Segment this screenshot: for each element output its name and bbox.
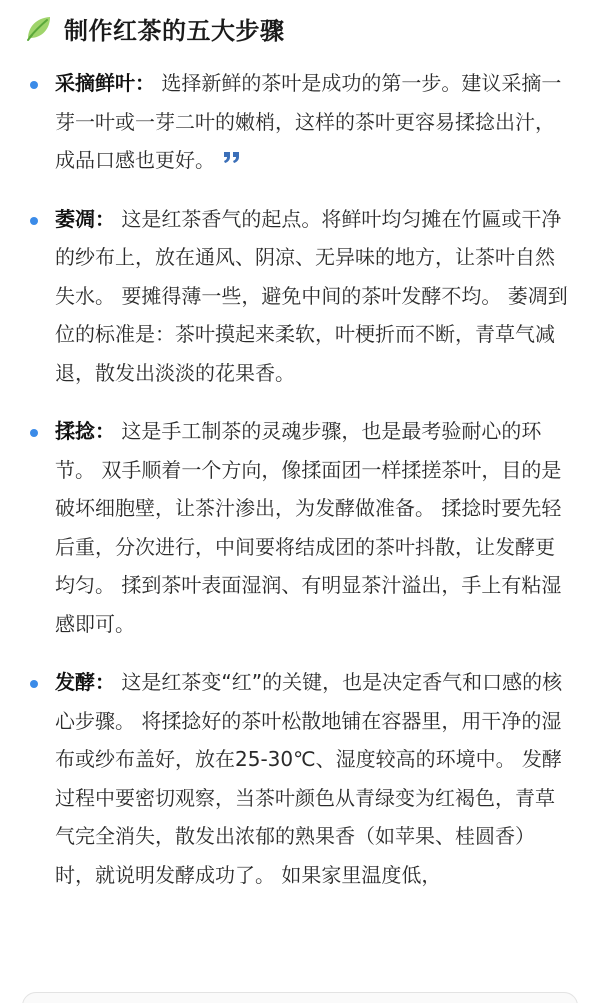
- citation-quote-icon[interactable]: [221, 149, 243, 165]
- step-body: 这是红茶香气的起点。将鲜叶均匀摊在竹匾或干净的纱布上，放在通风、阴凉、无异味的地方，让茶叶自然失水。 要摊得薄一些，避免中间的茶叶发酵不均。 萎凋到位的标准是：茶叶摸起来柔软，叶梗折而不断，青草气减退，散发出淡淡的花果香。: [55, 206, 568, 385]
- bullet-dot: [30, 429, 38, 437]
- step-body: 选择新鲜的茶叶是成功的第一步。建议采摘一芽一叶或一芽二叶的嫩梢，这样的茶叶更容易揉捻出汁，成品口感也更好。: [55, 71, 562, 172]
- step-body: 这是红茶变“红”的关键，也是决定香气和口感的核心步骤。 将揉捻好的茶叶松散地铺在容器里，用干净的湿布或纱布盖好，放在25-30℃、湿度较高的环境中。 发酵过程中要密切观察，当茶叶颜色从青绿变为红褐色，青草气完全消失，散发出浓郁的熟果香（如苹果、桂圆香）时，就说明发酵成功了。 如果家里温度低，: [55, 670, 563, 887]
- step-title: 发酵：: [55, 670, 115, 694]
- step-title: 萎凋：: [55, 206, 115, 231]
- step-item-withering: [0, 200, 600, 393]
- step-title: 采摘鲜叶：: [55, 71, 155, 95]
- step-item-fermenting: [0, 663, 600, 894]
- bullet-dot: [30, 217, 38, 225]
- steps-list: [0, 64, 600, 914]
- leaf-icon: [24, 13, 54, 43]
- bullet-dot: [30, 680, 38, 688]
- bullet-dot: [30, 81, 38, 89]
- section-heading: [24, 8, 285, 48]
- step-body: 这是手工制茶的灵魂步骤，也是最考验耐心的环节。 双手顺着一个方向，像揉面团一样揉搓茶叶，目的是破坏细胞壁，让茶汁渗出，为发酵做准备。 揉捻时要先轻后重，分次进行，中间要将结成团的茶叶抖散，让发酵更均匀。 揉到茶叶表面湿润、有明显茶汁溢出，手上有粘湿感即可。: [55, 419, 562, 636]
- bottom-input-card[interactable]: [22, 992, 578, 1003]
- step-item-picking: [0, 64, 600, 180]
- step-title: 揉捻：: [55, 419, 115, 443]
- page-title: 制作红茶的五大步骤: [64, 16, 285, 45]
- step-item-rolling: [0, 412, 600, 643]
